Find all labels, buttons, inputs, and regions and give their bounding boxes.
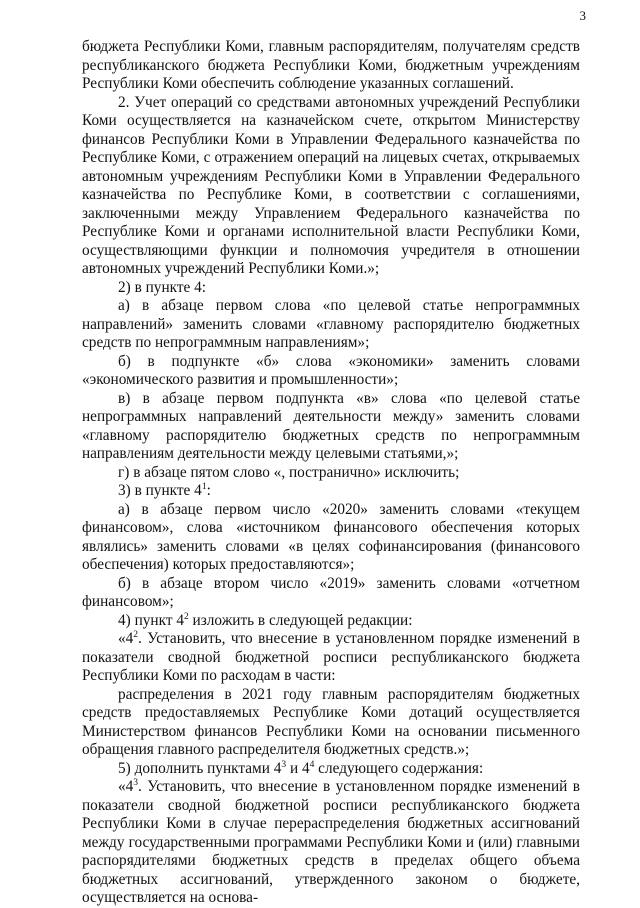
superscript: 3 xyxy=(133,777,139,788)
paragraph: г) в абзаце пятом слово «, постранично» исключить; xyxy=(118,463,460,481)
paragraph-point-4-2-heading: 4) пункт $4^2$ изложить в следующей редакции: xyxy=(118,611,413,629)
paragraph: 2) в пункте 4: xyxy=(118,278,207,296)
superscript: 2 xyxy=(133,629,139,640)
paragraph: 2. Учет операций со средствами автономных учреждений Республики Коми осуществляется на казначейском счете, открытом Министерству финансов Республики Коми в Управлении Федерального казначейства по Республике Коми, с отражением операций на лицевых счетах, открываемых автономным учреждениям Республики Коми в Управлении Федерального казначейства по Республике Коми, в соответствии с соглашениями, заключенными между Управлением Федерального казначейства по Республике Коми и органами исполнительной власти Республики Коми, осуществляющими функции и полномочия учредителя в отношении автономных учреждений Республики Коми.»; xyxy=(82,93,580,277)
paragraph-point-5-heading: 5) дополнить пунктами $4^3$ и $4^4$ следующего содержания: xyxy=(118,759,484,777)
superscript: 1 xyxy=(201,481,207,492)
superscript: 4 xyxy=(309,759,315,770)
paragraph: а) в абзаце первом слова «по целевой статье непрограммных направлений» заменить словами «главному распорядителю бюджетных средств по непрограммным направлениям»; xyxy=(82,297,580,351)
superscript: 3 xyxy=(281,759,287,770)
paragraph: в) в абзаце первом подпункта «в» слова «по целевой статье непрограммных направлений деятельности между» заменить словами «главному распорядителю бюджетных средств по непрограммным направлениям деятельности между целевыми статьями,»; xyxy=(82,389,580,462)
superscript: 2 xyxy=(183,611,189,622)
page-number: 3 xyxy=(579,8,586,23)
document-body xyxy=(82,38,580,908)
paragraph-point-4-1-heading: 3) в пункте $4^1$: xyxy=(118,481,211,499)
paragraph-point-4-3-quote: «$4^3$. Установить, что внесение в установленном порядке изменений в показатели сводной бюджетной росписи республиканского бюджета Республики Коми в случае перераспределения бюджетных ассигнований между государственными программами Республики Коми и (или) главными распорядителями бюджетных средств в пределах общего объема бюджетных ассигнований, утвержденного законом о бюджете, осуществляется на основа- xyxy=(82,777,580,906)
paragraph: бюджета Республики Коми, главным распорядителям, получателям средств республиканского бюджета Республики Коми, бюджетным учреждениям Республики Коми обеспечить соблюдение указанных соглашений. xyxy=(82,38,580,92)
paragraph: б) в подпункте «б» слова «экономики» заменить словами «экономического развития и промышленности»; xyxy=(82,352,580,388)
paragraph: б) в абзаце втором число «2019» заменить словами «отчетном финансовом»; xyxy=(82,574,580,610)
paragraph-point-4-2-quote: «$4^2$. Установить, что внесение в установленном порядке изменений в показатели сводной бюджетной росписи республиканского бюджета Республики Коми по расходам в части: xyxy=(82,629,580,684)
paragraph: распределения в 2021 году главным распорядителям бюджетных средств предоставляемых Республике Коми дотаций осуществляется Министерством финансов Республики Коми на основании письменного обращения главного распределителя бюджетных средств.»; xyxy=(82,685,580,758)
paragraph: а) в абзаце первом число «2020» заменить словами «текущем финансовом», слова «источником финансового обеспечения которых являлись» заменить словами «в целях софинансирования (финансового обеспечения) которых предоставляются»; xyxy=(82,500,580,573)
